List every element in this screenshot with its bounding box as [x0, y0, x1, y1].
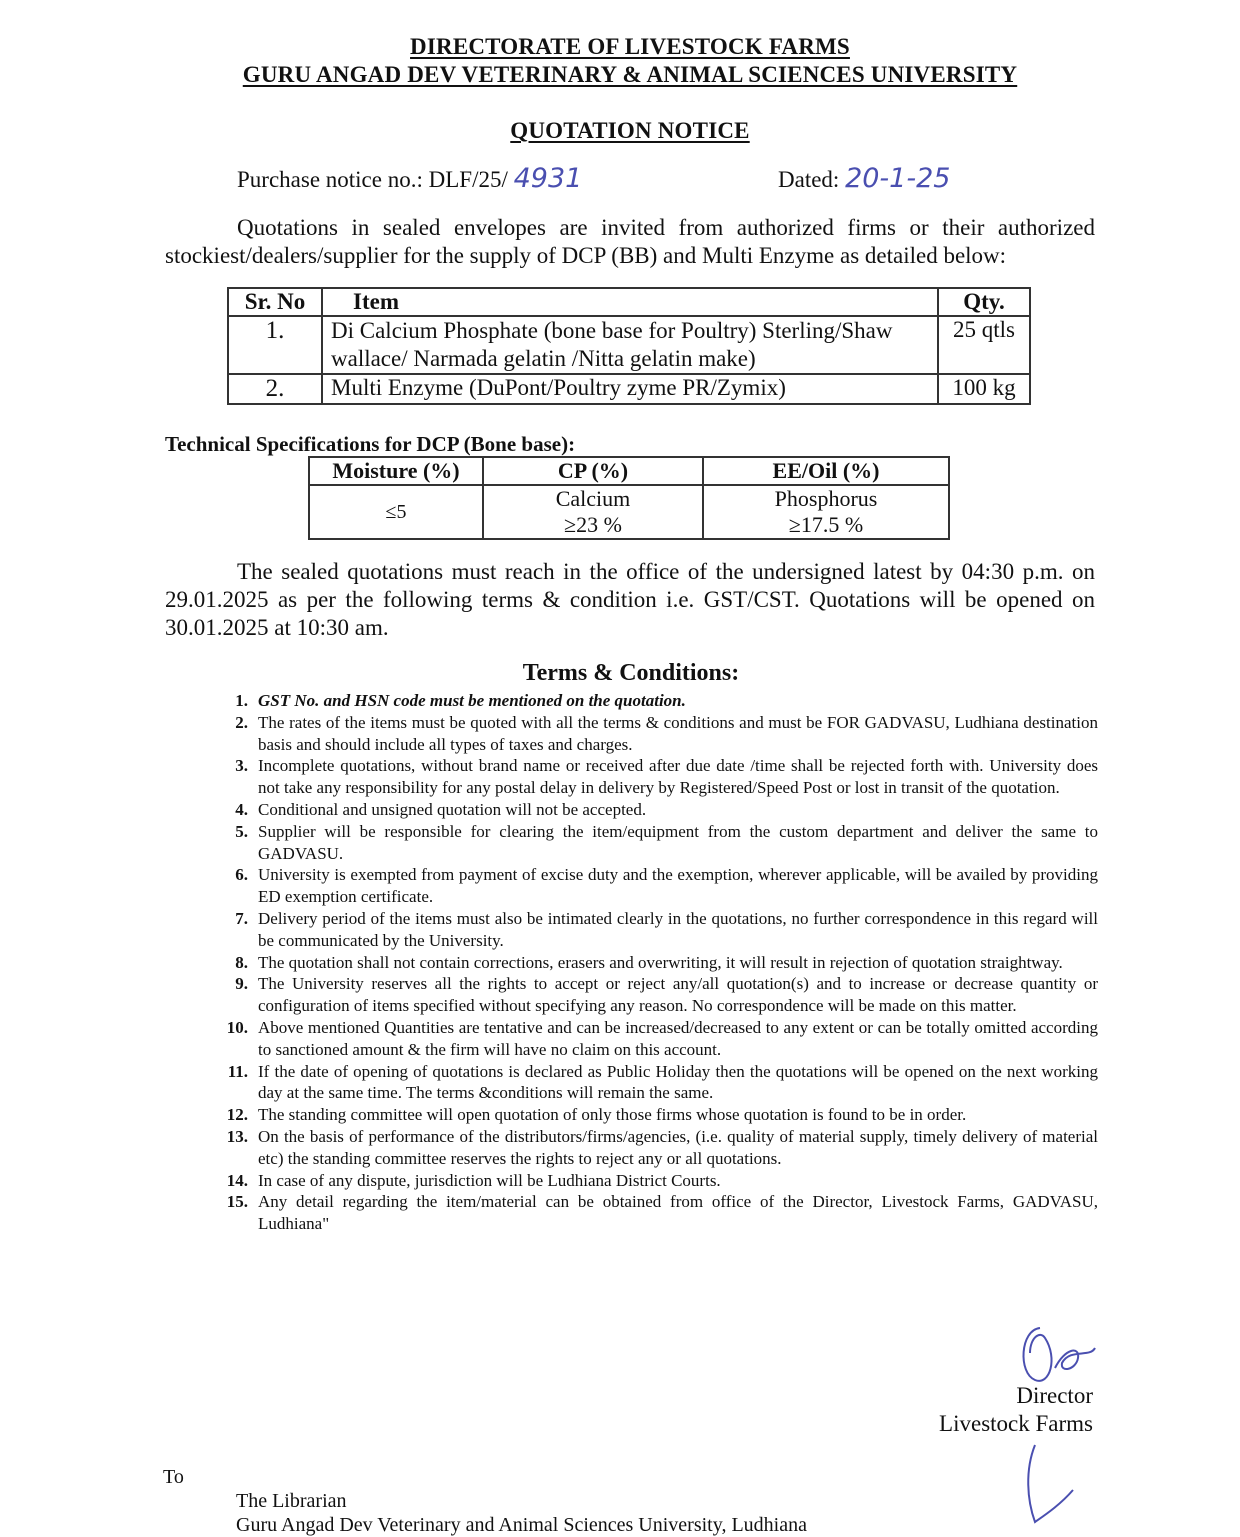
list-item: 4. Conditional and unsigned quotation will not be accepted.: [235, 799, 647, 819]
row-sr: 2.: [228, 374, 322, 404]
dated-label: Dated:: [778, 167, 840, 192]
addressee: [236, 1489, 807, 1537]
list-item: 15. Any detail regarding the item/material can be obtained from office of the Director, Livestock Farms, GADVASU, Ludhiana": [226, 1192, 1098, 1234]
items-table: [227, 287, 1031, 405]
list-item: 7. Delivery period of the items must also be intimated clearly in the quotations, no further correspondence in this regard will be communicated by the University.: [235, 908, 1098, 950]
spec-phosphorus-value: ≥17.5 %: [788, 512, 864, 537]
directorate-heading: DIRECTORATE OF LIVESTOCK FARMS: [410, 34, 850, 59]
spec-table: [308, 456, 950, 540]
addressee-name: The Librarian: [236, 1490, 347, 1512]
list-item: 14. In case of any dispute, jurisdiction will be Ludhiana District Courts.: [226, 1170, 721, 1190]
spec-calcium-label: Calcium: [555, 486, 631, 511]
list-item: 13. On the basis of performance of the distributors/firms/agencies, (i.e. quality of material supply, timely delivery of material etc) the standing committee reserves the rights to reject any or all quotations.: [226, 1126, 1098, 1168]
col-qty: Qty.: [938, 288, 1030, 316]
row-qty: 25 qtls: [938, 316, 1030, 374]
terms-list: [208, 690, 1098, 1235]
list-item: 6. University is exempted from payment of excise duty and the exemption, wherever applicable, will be availed by providing ED exemption certificate.: [235, 865, 1098, 907]
row-item: Di Calcium Phosphate (bone base for Poultry) Sterling/Shaw wallace/ Narmada gelatin /Nitta gelatin make): [322, 316, 938, 374]
initials-mark: [1015, 1440, 1085, 1530]
spec-col-cp: CP (%): [483, 457, 703, 485]
list-item: 2. The rates of the items must be quoted with all the terms & conditions and must be FOR GADVASU, Ludhiana destination basis and should include all types of taxes and charges.: [235, 712, 1098, 754]
spec-col-ee-oil: EE/Oil (%): [703, 457, 949, 485]
row-item: Multi Enzyme (DuPont/Poultry zyme PR/Zymix): [322, 374, 938, 404]
list-item: 1. GST No. and HSN code must be mentioned on the quotation.: [235, 691, 686, 710]
col-sr-no: Sr. No: [228, 288, 322, 316]
list-item: 8. The quotation shall not contain corrections, erasers and overwriting, it will result in rejection of quotation straightway.: [235, 952, 1063, 972]
list-item: 12. The standing committee will open quotation of only those firms whose quotation is found to be in order.: [226, 1105, 967, 1125]
spec-col-moisture: Moisture (%): [309, 457, 483, 485]
signatory-office: Livestock Farms: [939, 1411, 1093, 1436]
spec-phosphorus-label: Phosphorus: [774, 486, 878, 511]
list-item: 3. Incomplete quotations, without brand name or received after due date /time shall be rejected forth with. University does not take any responsibility for any postal delay in delivery by Registered/Speed Post or lost in transit of the quotation.: [235, 756, 1098, 798]
table-row: [228, 316, 1030, 374]
row-qty: 100 kg: [938, 374, 1030, 404]
intro-paragraph: Quotations in sealed envelopes are invited from authorized firms or their authorized stockiest/dealers/supplier for the supply of DCP (BB) and Multi Enzyme as detailed below:: [165, 215, 1095, 268]
items-table-header: [228, 288, 1030, 316]
purchase-notice-number: 4931: [513, 163, 583, 194]
list-item: 10. Above mentioned Quantities are tentative and can be increased/decreased to any extent or can be totally omitted according to sanctioned amount & the firm will have no claim on this account.: [226, 1017, 1098, 1059]
purchase-notice-line: [237, 163, 582, 194]
university-heading: GURU ANGAD DEV VETERINARY & ANIMAL SCIENCES UNIVERSITY: [242, 62, 1018, 87]
deadline-paragraph: The sealed quotations must reach in the office of the undersigned latest by 04:30 p.m. on 29.01.2025 as per the following terms & condition i.e. GST/CST. Quotations will be opened on 30.01.2025 at 10:30 am.: [165, 559, 1095, 640]
spec-ee-value: [703, 485, 949, 539]
table-row: [228, 374, 1030, 404]
to-label: To: [163, 1466, 184, 1488]
signatory-title: [930, 1382, 1093, 1438]
spec-moisture-value: ≤5: [309, 485, 483, 539]
purchase-notice-label: Purchase notice no.: DLF/25/: [237, 167, 508, 192]
spec-value-row: [309, 485, 949, 539]
row-sr: 1.: [228, 316, 322, 374]
list-item: 9. The University reserves all the rights to accept or reject any/all quotation(s) and to increase or decrease quantity or configuration of items specified without specifying any reason. No correspondence will be made on this matter.: [235, 974, 1098, 1016]
addressee-institution: Guru Angad Dev Veterinary and Animal Sciences University, Ludhiana: [236, 1514, 807, 1536]
list-item: 11. If the date of opening of quotations is declared as Public Holiday then the quotations will be opened on the next working day at the same time. The terms &conditions will remain the same.: [227, 1061, 1098, 1103]
list-item: 5. Supplier will be responsible for clearing the item/equipment from the custom department and deliver the same to GADVASU.: [235, 821, 1098, 863]
notice-title: QUOTATION NOTICE: [510, 118, 750, 143]
terms-title: Terms & Conditions:: [522, 660, 740, 686]
dated-line: [778, 163, 950, 194]
dated-value: 20-1-25: [845, 163, 951, 194]
spec-title: Technical Specifications for DCP (Bone base):: [165, 432, 576, 456]
signatory-director: Director: [1016, 1383, 1093, 1408]
col-item: Item: [322, 288, 938, 316]
spec-cp-value: [483, 485, 703, 539]
spec-calcium-value: ≥23 %: [564, 512, 622, 537]
spec-header-row: [309, 457, 949, 485]
